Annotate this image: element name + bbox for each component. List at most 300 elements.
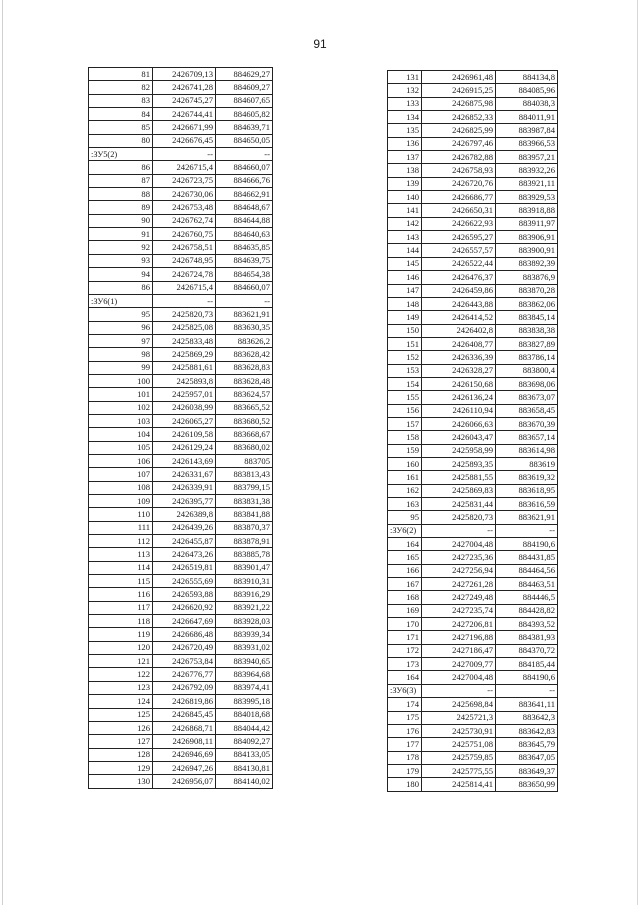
y-coordinate-cell: 883995,18 [216,695,273,708]
x-coordinate-cell: 2426043,47 [422,431,496,444]
point-row [388,151,558,164]
x-coordinate-cell: 2425869,83 [422,484,496,497]
y-coordinate-cell: 883647,05 [496,751,558,764]
zone-header-row [89,148,273,161]
x-coordinate-cell: 2426720,76 [422,177,496,190]
x-coordinate-cell: 2427249,48 [422,591,496,604]
y-coordinate-cell: 883645,79 [496,738,558,751]
zone-label-cell: :ЗУ6(3) [388,684,422,697]
y-coordinate-cell: 884011,91 [496,111,558,124]
point-number-cell: 101 [89,388,153,401]
y-coordinate-cell: 884648,67 [216,201,273,214]
point-number-cell: 100 [89,374,153,387]
point-number-cell: 143 [388,231,422,244]
x-coordinate-cell: 2427235,74 [422,604,496,617]
point-row [89,535,273,548]
x-coordinate-cell: 2425820,73 [153,308,216,321]
y-coordinate-cell: 883799,15 [216,481,273,494]
point-row [89,81,273,94]
point-number-cell: 139 [388,177,422,190]
x-coordinate-cell: 2426956,07 [153,775,216,788]
point-number-cell: 172 [388,644,422,657]
y-coordinate-cell: 884644,88 [216,214,273,227]
point-row [388,124,558,137]
point-row [388,177,558,190]
x-coordinate-cell: 2427256,94 [422,564,496,577]
point-number-cell: 177 [388,738,422,751]
y-coordinate-cell: 883813,43 [216,468,273,481]
y-coordinate-cell: 883910,31 [216,575,273,588]
point-row [388,578,558,591]
x-coordinate-cell: 2426748,95 [153,254,216,267]
point-row [89,68,273,81]
y-coordinate-cell: 884464,56 [496,564,558,577]
point-row [388,377,558,390]
point-number-cell: 107 [89,468,153,481]
point-number-cell: 171 [388,631,422,644]
y-coordinate-cell: 883845,14 [496,311,558,324]
x-coordinate-cell: 2425814,41 [422,778,496,791]
point-number-cell: 123 [89,681,153,694]
y-coordinate-cell: 884431,85 [496,551,558,564]
y-coordinate-cell: 883940,65 [216,655,273,668]
x-coordinate-cell: 2427186,47 [422,644,496,657]
y-coordinate-cell: 884607,65 [216,94,273,107]
point-number-cell: 154 [388,377,422,390]
point-row [89,628,273,641]
y-coordinate-cell: 883966,53 [496,137,558,150]
x-coordinate-cell: 2426819,86 [153,695,216,708]
point-number-cell: 109 [89,495,153,508]
page-number: 91 [313,37,327,51]
y-coordinate-cell: -- [216,148,273,161]
point-row [388,618,558,631]
point-number-cell: 161 [388,471,422,484]
point-row [388,778,558,791]
x-coordinate-cell: 2426686,77 [422,191,496,204]
point-row [89,735,273,748]
point-number-cell: 82 [89,81,153,94]
point-row [388,604,558,617]
y-coordinate-cell: 883680,52 [216,414,273,427]
x-coordinate-cell: 2426595,27 [422,231,496,244]
x-coordinate-cell: 2425957,01 [153,388,216,401]
point-number-cell: 106 [89,454,153,467]
point-number-cell: 95 [388,511,422,524]
x-coordinate-cell: 2426443,88 [422,297,496,310]
point-number-cell: 149 [388,311,422,324]
y-coordinate-cell: 883918,88 [496,204,558,217]
y-coordinate-cell: 883628,83 [216,361,273,374]
point-number-cell: 163 [388,498,422,511]
point-number-cell: 178 [388,751,422,764]
point-row [89,721,273,734]
point-row [388,724,558,737]
x-coordinate-cell: 2426519,81 [153,561,216,574]
point-row [89,268,273,281]
y-coordinate-cell: 884130,81 [216,761,273,774]
x-coordinate-cell: 2427206,81 [422,618,496,631]
x-coordinate-cell: 2426782,88 [422,151,496,164]
x-coordinate-cell: 2426459,86 [422,284,496,297]
y-coordinate-cell: 883862,06 [496,297,558,310]
x-coordinate-cell: 2425751,08 [422,738,496,751]
point-number-cell: 98 [89,348,153,361]
x-coordinate-cell: 2425881,61 [153,361,216,374]
x-coordinate-cell: 2425831,44 [422,498,496,511]
x-coordinate-cell: 2426946,69 [153,748,216,761]
point-number-cell: 152 [388,351,422,364]
point-number-cell: 86 [89,281,153,294]
x-coordinate-cell: 2426331,67 [153,468,216,481]
point-row [89,281,273,294]
point-number-cell: 102 [89,401,153,414]
point-row [388,671,558,684]
point-row [388,591,558,604]
zone-label-cell: :ЗУ6(1) [89,294,153,307]
y-coordinate-cell: 884134,8 [496,71,558,84]
y-coordinate-cell: 884038,3 [496,97,558,110]
point-number-cell: 89 [89,201,153,214]
x-coordinate-cell: 2426593,88 [153,588,216,601]
point-number-cell: 103 [89,414,153,427]
x-coordinate-cell: 2426476,37 [422,271,496,284]
y-coordinate-cell: 883906,91 [496,231,558,244]
point-number-cell: 137 [388,151,422,164]
x-coordinate-cell: 2427004,48 [422,538,496,551]
y-coordinate-cell: 883641,11 [496,698,558,711]
y-coordinate-cell: -- [216,294,273,307]
point-number-cell: 97 [89,334,153,347]
x-coordinate-cell: 2425775,55 [422,764,496,777]
point-number-cell: 84 [89,108,153,121]
point-row [89,188,273,201]
y-coordinate-cell: 883658,45 [496,404,558,417]
point-row [388,444,558,457]
x-coordinate-cell: 2426065,27 [153,414,216,427]
y-coordinate-cell: 884393,52 [496,618,558,631]
point-row [388,244,558,257]
point-row [388,498,558,511]
x-coordinate-cell: 2426875,98 [422,97,496,110]
point-number-cell: 155 [388,391,422,404]
point-row [388,631,558,644]
point-row [388,204,558,217]
point-row [89,321,273,334]
point-row [388,351,558,364]
point-number-cell: 99 [89,361,153,374]
y-coordinate-cell: 883901,47 [216,561,273,574]
y-coordinate-cell: 884654,38 [216,268,273,281]
y-coordinate-cell: 884085,96 [496,84,558,97]
y-coordinate-cell: 883800,4 [496,364,558,377]
point-row [388,391,558,404]
y-coordinate-cell: 883916,29 [216,588,273,601]
point-row [388,551,558,564]
point-number-cell: 148 [388,297,422,310]
point-number-cell: 127 [89,735,153,748]
point-row [89,481,273,494]
point-number-cell: 116 [89,588,153,601]
point-number-cell: 147 [388,284,422,297]
point-number-cell: 93 [89,254,153,267]
x-coordinate-cell: 2426328,27 [422,364,496,377]
x-coordinate-cell: 2426414,52 [422,311,496,324]
y-coordinate-cell: 883618,95 [496,484,558,497]
x-coordinate-cell: 2426720,49 [153,641,216,654]
x-coordinate-cell: 2426557,57 [422,244,496,257]
y-coordinate-cell: 884662,91 [216,188,273,201]
point-number-cell: 169 [388,604,422,617]
point-number-cell: 83 [89,94,153,107]
x-coordinate-cell: 2425820,73 [422,511,496,524]
y-coordinate-cell: 883624,57 [216,388,273,401]
point-row [89,601,273,614]
point-number-cell: 111 [89,521,153,534]
x-coordinate-cell: 2426143,69 [153,454,216,467]
y-coordinate-cell: 883870,37 [216,521,273,534]
point-number-cell: 130 [89,775,153,788]
point-number-cell: 180 [388,778,422,791]
point-number-cell: 179 [388,764,422,777]
point-number-cell: 176 [388,724,422,737]
point-row [89,174,273,187]
point-row [388,404,558,417]
point-number-cell: 119 [89,628,153,641]
point-row [388,698,558,711]
y-coordinate-cell: -- [496,524,558,537]
y-coordinate-cell: 883616,59 [496,498,558,511]
x-coordinate-cell: 2426744,41 [153,108,216,121]
x-coordinate-cell: 2426671,99 [153,121,216,134]
point-number-cell: 131 [388,71,422,84]
point-row [388,751,558,764]
y-coordinate-cell: 884666,76 [216,174,273,187]
x-coordinate-cell: 2426915,25 [422,84,496,97]
y-coordinate-cell: 883630,35 [216,321,273,334]
x-coordinate-cell: 2426868,71 [153,721,216,734]
x-coordinate-cell: 2426961,48 [422,71,496,84]
point-number-cell: 91 [89,228,153,241]
y-coordinate-cell: 884639,71 [216,121,273,134]
point-row [89,361,273,374]
point-row [388,284,558,297]
point-row [388,271,558,284]
x-coordinate-cell: 2425759,85 [422,751,496,764]
point-row [89,695,273,708]
x-coordinate-cell: 2427009,77 [422,658,496,671]
point-number-cell: 90 [89,214,153,227]
y-coordinate-cell: 883650,99 [496,778,558,791]
y-coordinate-cell: 883957,21 [496,151,558,164]
point-number-cell: 85 [89,121,153,134]
x-coordinate-cell: 2426150,68 [422,377,496,390]
point-row [89,241,273,254]
point-row [388,191,558,204]
point-row [89,214,273,227]
y-coordinate-cell: 884185,44 [496,658,558,671]
point-row [388,164,558,177]
x-coordinate-cell: 2426455,87 [153,535,216,548]
point-number-cell: 165 [388,551,422,564]
x-coordinate-cell: 2426647,69 [153,615,216,628]
x-coordinate-cell: 2426650,31 [422,204,496,217]
point-number-cell: 136 [388,137,422,150]
x-coordinate-cell: 2426676,45 [153,134,216,147]
point-row [89,508,273,521]
y-coordinate-cell: 883870,28 [496,284,558,297]
y-coordinate-cell: 883670,39 [496,417,558,430]
x-coordinate-cell: 2426136,24 [422,391,496,404]
x-coordinate-cell: 2426408,77 [422,337,496,350]
point-number-cell: 81 [89,68,153,81]
y-coordinate-cell: 883673,07 [496,391,558,404]
y-coordinate-cell: 884609,27 [216,81,273,94]
point-row [89,348,273,361]
zone-header-row [89,294,273,307]
y-coordinate-cell: 884018,68 [216,708,273,721]
point-number-cell: 117 [89,601,153,614]
point-row [388,84,558,97]
point-row [89,374,273,387]
point-row [388,484,558,497]
point-row [388,564,558,577]
y-coordinate-cell: 884605,82 [216,108,273,121]
y-coordinate-cell: 883911,97 [496,217,558,230]
x-coordinate-cell: 2426758,93 [422,164,496,177]
point-row [388,364,558,377]
point-row [89,495,273,508]
x-coordinate-cell: 2426760,75 [153,228,216,241]
y-coordinate-cell: 884190,6 [496,538,558,551]
y-coordinate-cell: 883626,2 [216,334,273,347]
point-row [89,441,273,454]
x-coordinate-cell: 2426339,91 [153,481,216,494]
point-number-cell: 114 [89,561,153,574]
x-coordinate-cell: 2425833,48 [153,334,216,347]
x-coordinate-cell: 2426402,8 [422,324,496,337]
y-coordinate-cell: 884463,51 [496,578,558,591]
x-coordinate-cell: 2426389,8 [153,508,216,521]
point-number-cell: 124 [89,695,153,708]
point-row [89,161,273,174]
point-row [89,641,273,654]
point-number-cell: 121 [89,655,153,668]
x-coordinate-cell: 2426473,26 [153,548,216,561]
x-coordinate-cell: 2426845,45 [153,708,216,721]
point-number-cell: 126 [89,721,153,734]
point-number-cell: 162 [388,484,422,497]
y-coordinate-cell: 883621,91 [216,308,273,321]
point-number-cell: 125 [89,708,153,721]
x-coordinate-cell: 2425893,8 [153,374,216,387]
point-number-cell: 153 [388,364,422,377]
x-coordinate-cell: -- [153,294,216,307]
point-row [89,548,273,561]
point-number-cell: 108 [89,481,153,494]
point-number-cell: 173 [388,658,422,671]
x-coordinate-cell: 2426439,26 [153,521,216,534]
point-row [89,775,273,788]
point-number-cell: 96 [89,321,153,334]
point-row [388,511,558,524]
point-number-cell: 146 [388,271,422,284]
point-number-cell: 159 [388,444,422,457]
y-coordinate-cell: 883642,3 [496,711,558,724]
point-number-cell: 168 [388,591,422,604]
y-coordinate-cell: 883642,83 [496,724,558,737]
y-coordinate-cell: 883928,03 [216,615,273,628]
point-row [89,454,273,467]
y-coordinate-cell: 884635,85 [216,241,273,254]
point-number-cell: 144 [388,244,422,257]
y-coordinate-cell: 883621,91 [496,511,558,524]
point-number-cell: 141 [388,204,422,217]
point-number-cell: 134 [388,111,422,124]
point-row [89,655,273,668]
x-coordinate-cell: 2427196,88 [422,631,496,644]
x-coordinate-cell: 2426745,27 [153,94,216,107]
y-coordinate-cell: 884190,6 [496,671,558,684]
point-row [388,97,558,110]
y-coordinate-cell: 883680,02 [216,441,273,454]
point-row [388,137,558,150]
point-row [388,217,558,230]
x-coordinate-cell: 2425869,29 [153,348,216,361]
point-row [388,711,558,724]
y-coordinate-cell: 883987,84 [496,124,558,137]
point-row [89,414,273,427]
point-row [89,121,273,134]
point-number-cell: 142 [388,217,422,230]
point-row [89,468,273,481]
y-coordinate-cell: 883841,88 [216,508,273,521]
y-coordinate-cell: 883614,98 [496,444,558,457]
x-coordinate-cell: 2426395,77 [153,495,216,508]
point-number-cell: 94 [89,268,153,281]
point-row [89,708,273,721]
point-row [388,297,558,310]
point-number-cell: 167 [388,578,422,591]
point-number-cell: 156 [388,404,422,417]
point-row [388,538,558,551]
y-coordinate-cell: 884650,05 [216,134,273,147]
point-row [89,134,273,147]
y-coordinate-cell: 884044,42 [216,721,273,734]
y-coordinate-cell: 883838,38 [496,324,558,337]
y-coordinate-cell: 883665,52 [216,401,273,414]
point-number-cell: 158 [388,431,422,444]
y-coordinate-cell: 883619,32 [496,471,558,484]
x-coordinate-cell: 2425881,55 [422,471,496,484]
point-number-cell: 151 [388,337,422,350]
y-coordinate-cell: 884092,27 [216,735,273,748]
y-coordinate-cell: 884428,82 [496,604,558,617]
point-number-cell: 135 [388,124,422,137]
point-number-cell: 166 [388,564,422,577]
y-coordinate-cell: 884640,63 [216,228,273,241]
point-row [89,334,273,347]
coordinates-table-right-body [388,71,558,792]
point-row [89,521,273,534]
y-coordinate-cell: 883649,37 [496,764,558,777]
point-row [89,94,273,107]
coordinates-table-right [387,70,558,792]
point-row [388,738,558,751]
y-coordinate-cell: 884660,07 [216,161,273,174]
coordinates-table-left-body [89,68,273,789]
x-coordinate-cell: 2426741,28 [153,81,216,94]
